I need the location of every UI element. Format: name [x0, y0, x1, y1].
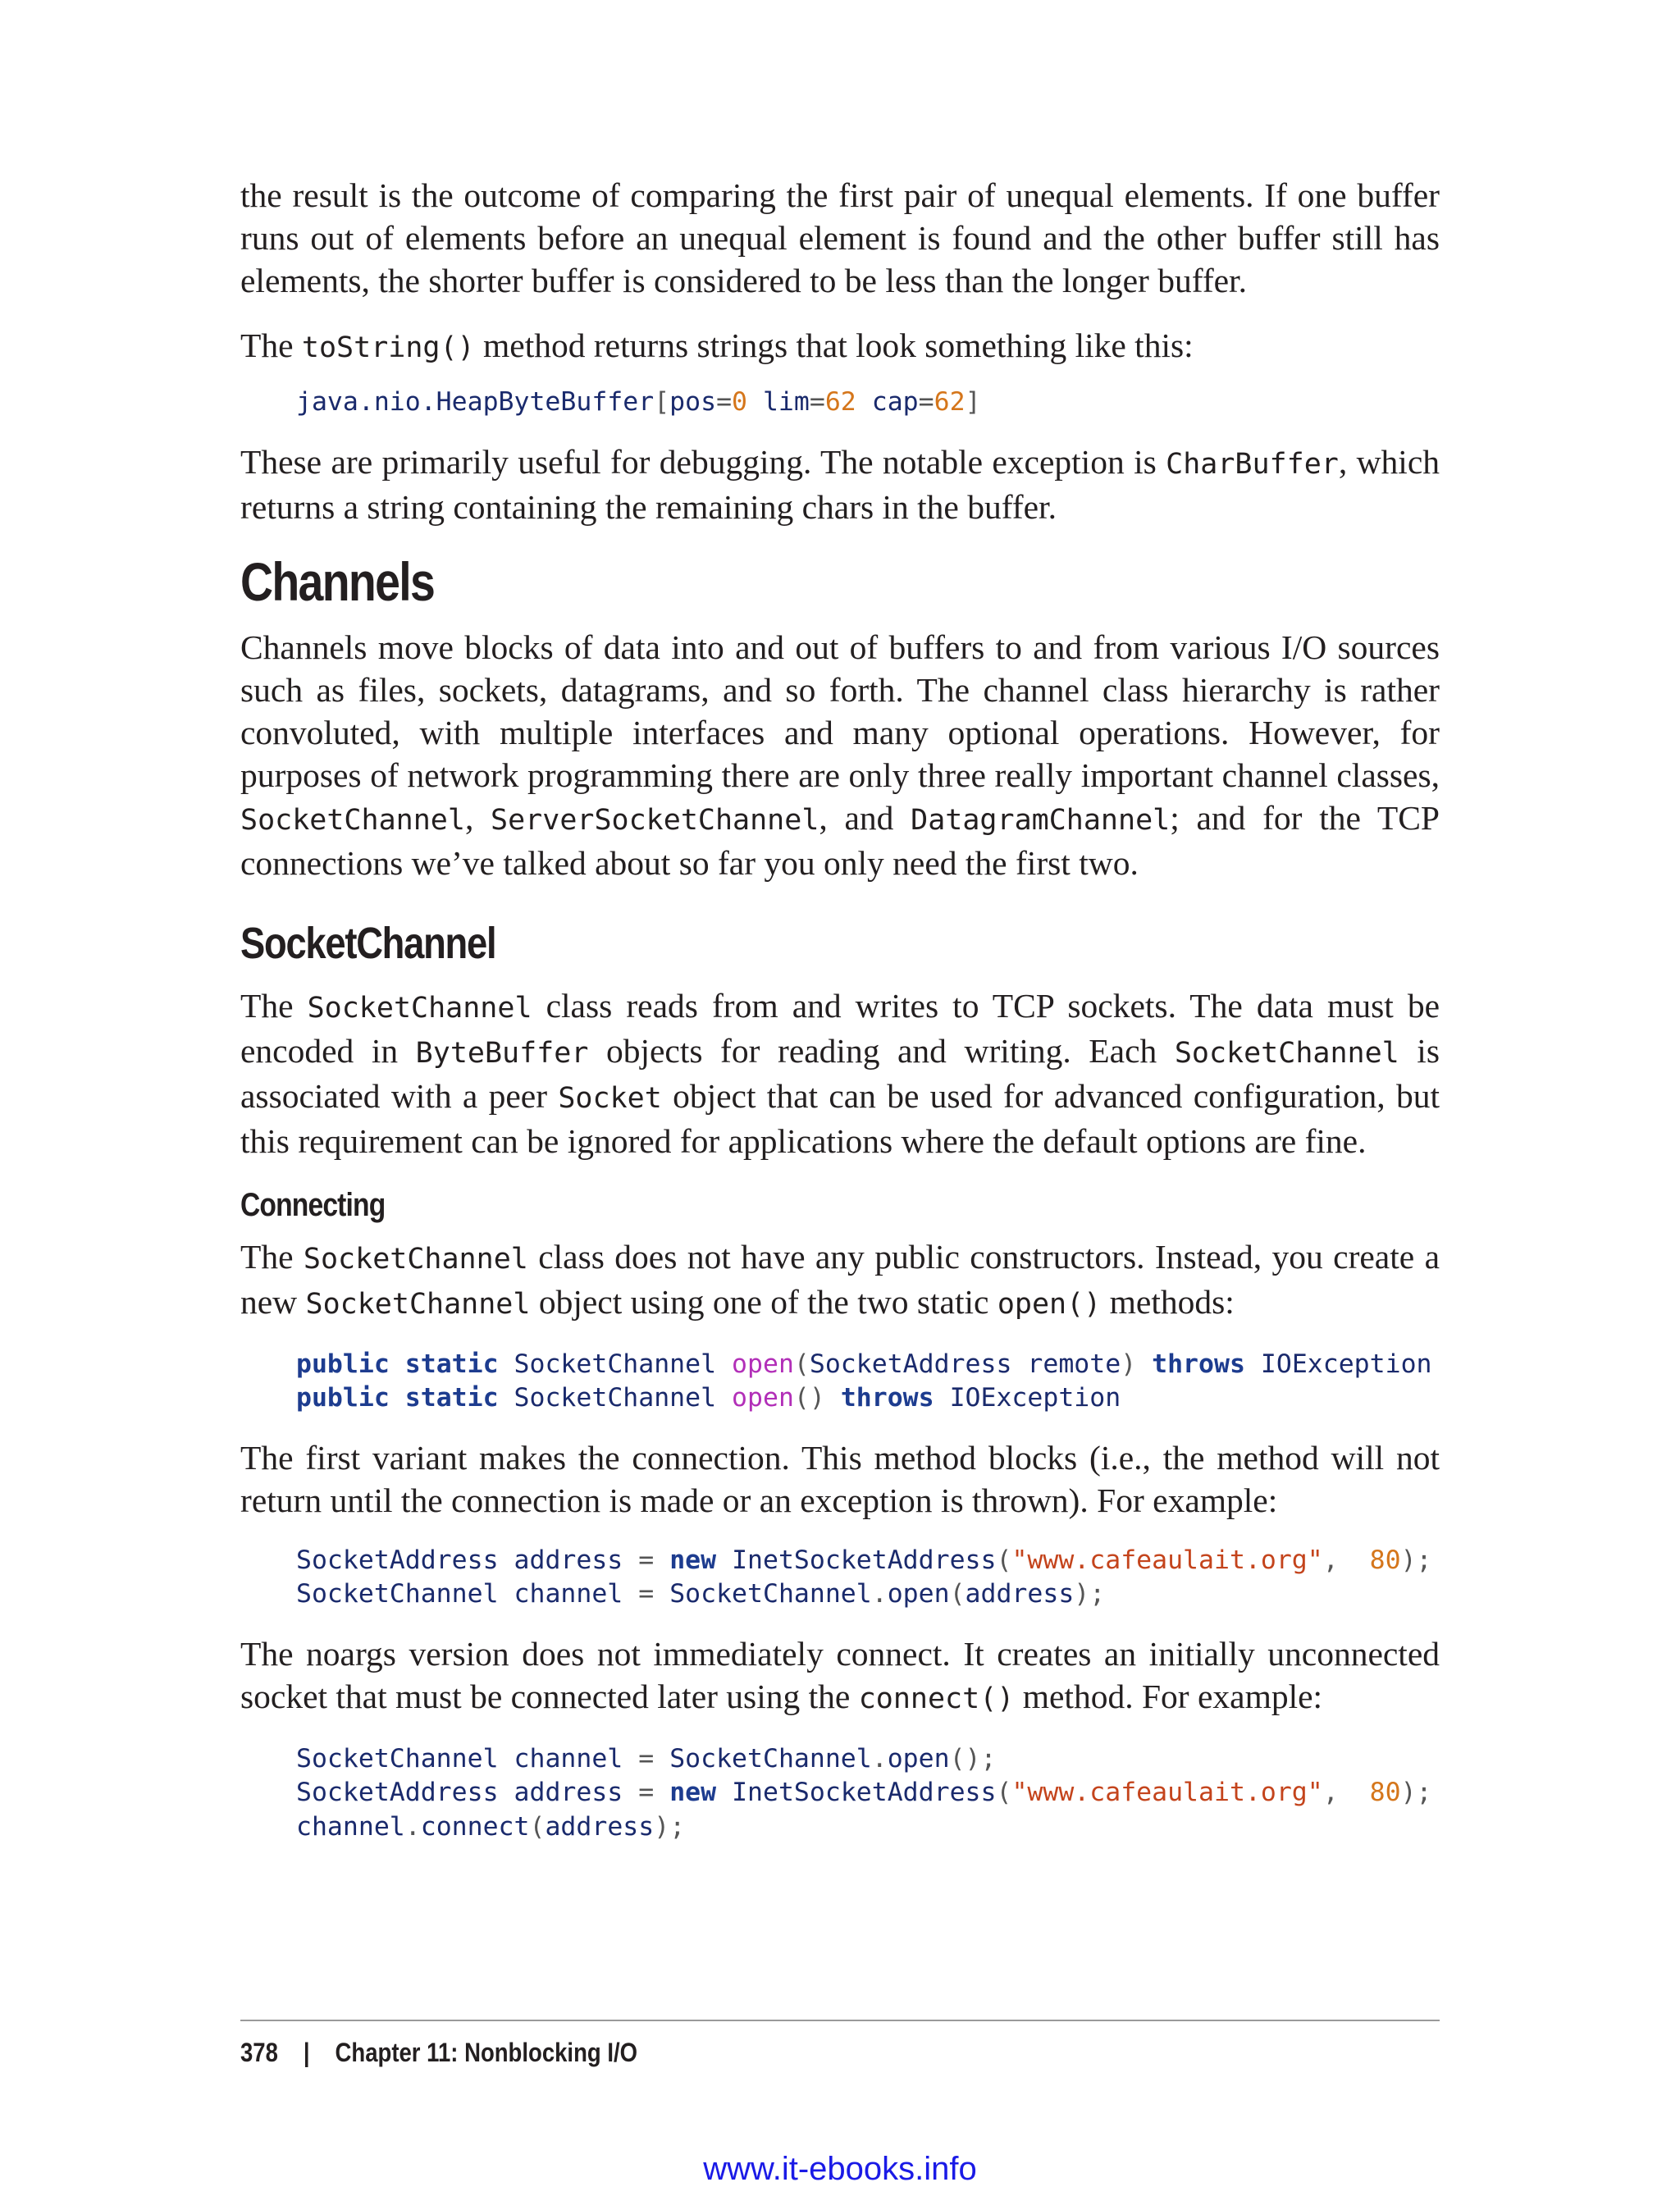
code-token: SocketAddress — [296, 1545, 499, 1575]
watermark-link[interactable]: www.it-ebooks.info — [703, 2151, 977, 2187]
code-token: connect — [420, 1811, 530, 1842]
inline-code: ByteBuffer — [415, 1036, 589, 1070]
code-token: cap — [871, 387, 919, 417]
code-token: = — [918, 387, 934, 417]
text: methods: — [1101, 1282, 1235, 1321]
code-token: SocketChannel — [669, 1579, 872, 1609]
inline-code: Socket — [558, 1081, 662, 1115]
code-token: address — [545, 1811, 655, 1842]
text: , which returns a string containing the remaining chars in the buffer. — [240, 442, 1440, 526]
code-token: = — [638, 1743, 655, 1774]
code-token: ] — [965, 387, 981, 417]
code-token: . — [871, 1743, 888, 1774]
subsection-heading: SocketChannel — [240, 918, 496, 968]
minor-heading: Connecting — [240, 1186, 386, 1223]
text: ; and for the TCP connections we’ve talked about so far you only need the first two. — [240, 798, 1440, 882]
code-token: new — [669, 1778, 717, 1807]
code-token: lim — [762, 387, 810, 417]
chapter-title: Chapter 11: Nonblocking I/O — [335, 2038, 638, 2067]
code-token: open — [732, 1349, 794, 1379]
code-token: ( — [996, 1545, 1012, 1575]
text: is associated with a peer — [240, 1031, 1440, 1115]
code-token: = — [638, 1778, 655, 1807]
text: objects for reading and writing. Each — [588, 1031, 1175, 1070]
code-block — [296, 1544, 1440, 1612]
code-block — [296, 386, 1440, 420]
code-token: = — [809, 387, 825, 417]
text: , — [464, 798, 491, 837]
inline-code: open() — [997, 1287, 1102, 1321]
inline-code: toString() — [301, 331, 475, 364]
text: The — [240, 986, 308, 1025]
text: The noargs version does not immediately connect. It creates an initially unconnected socket that must be connected later using the — [240, 1634, 1440, 1715]
code-token: ); — [1074, 1579, 1106, 1609]
code-token: "www.cafeaulait.org" — [1011, 1778, 1323, 1807]
code-token: = — [638, 1545, 655, 1575]
code-block — [296, 1348, 1440, 1416]
code-token: SocketChannel — [514, 1383, 717, 1413]
section-heading: Channels — [240, 550, 435, 612]
code-token: remote — [1027, 1349, 1121, 1379]
code-token: address — [965, 1579, 1075, 1609]
code-token: new — [669, 1545, 717, 1575]
code-token: static — [404, 1383, 499, 1413]
page-number: 378 — [240, 2038, 278, 2067]
code-token: () — [793, 1383, 825, 1413]
code-token: IOException — [949, 1383, 1121, 1413]
paragraph: the result is the outcome of comparing the first pair of unequal elements. If one buffer runs out of elements before an unequal element is found and the other buffer still has elements, the shorter buffer is considered to be less than the longer buffer. — [240, 176, 1440, 299]
code-token: 0 — [732, 387, 747, 417]
paragraph — [240, 324, 1440, 369]
code-token: SocketChannel — [669, 1743, 872, 1774]
code-token: IOException — [1260, 1349, 1432, 1379]
code-block — [296, 1742, 1440, 1845]
paragraph — [240, 441, 1440, 528]
paragraph — [240, 1632, 1440, 1720]
inline-code: SocketChannel — [240, 803, 465, 837]
code-token: 80 — [1369, 1545, 1401, 1575]
page-content — [240, 174, 1440, 1865]
code-token: SocketChannel — [296, 1743, 499, 1774]
inline-code: SocketChannel — [305, 1287, 531, 1321]
code-token: channel — [296, 1811, 405, 1842]
code-token: throws — [1152, 1349, 1245, 1379]
code-token: = — [716, 387, 733, 417]
inline-code: SocketChannel — [1174, 1036, 1399, 1070]
code-token: channel — [514, 1743, 623, 1774]
paragraph — [240, 1235, 1440, 1326]
text: Channels move blocks of data into and out of buffers to and from various I/O sources such as files, sockets, datagrams, and so forth. The channel class hierarchy is rather convoluted, with multiple interfaces and many optional operations. However, for purposes of network programming there are only three really important channel classes, — [240, 628, 1440, 794]
paragraph: The first variant makes the connection. This method blocks (i.e., the method will not return until the connection is made or an exception is thrown). For example: — [240, 1438, 1440, 1519]
code-token: ( — [793, 1349, 810, 1379]
text: object using one of the two static — [530, 1282, 998, 1321]
code-token: channel — [514, 1579, 623, 1609]
code-token: 62 — [824, 387, 856, 417]
text: object that can be used for advanced configuration, but this requirement can be ignored for applications where the default options are fine. — [240, 1076, 1440, 1160]
code-token: ); — [654, 1811, 686, 1842]
code-token: . — [871, 1579, 888, 1609]
code-token: static — [404, 1349, 499, 1379]
text: The — [240, 326, 302, 364]
text: , and — [819, 798, 911, 837]
text: class reads from and writes to TCP sockets. The data must be encoded in — [240, 986, 1440, 1070]
code-token: = — [638, 1579, 655, 1609]
code-token: java.nio.HeapByteBuffer — [296, 387, 655, 417]
inline-code: SocketChannel — [307, 991, 532, 1025]
code-token: SocketChannel — [296, 1579, 499, 1609]
code-token: ( — [996, 1778, 1012, 1807]
inline-code: CharBuffer — [1166, 447, 1339, 481]
code-token: (); — [949, 1743, 997, 1774]
code-token: SocketAddress — [296, 1778, 499, 1807]
code-token: open — [887, 1743, 950, 1774]
code-token: address — [514, 1778, 623, 1807]
code-token: , — [1322, 1778, 1339, 1807]
code-token: open — [732, 1383, 794, 1413]
code-token: address — [514, 1545, 623, 1575]
code-token: , — [1322, 1545, 1339, 1575]
text: These are primarily useful for debugging. The notable exception is — [240, 442, 1166, 481]
code-token: public — [296, 1349, 390, 1379]
text: method returns strings that look something like this: — [474, 326, 1194, 364]
code-token: ( — [529, 1811, 546, 1842]
paragraph — [240, 984, 1440, 1162]
code-token: 80 — [1369, 1778, 1401, 1807]
code-token: ) — [1121, 1349, 1137, 1379]
code-token: public — [296, 1383, 390, 1413]
inline-code: ServerSocketChannel — [491, 803, 819, 837]
code-token: pos — [669, 387, 717, 417]
paragraph — [240, 626, 1440, 884]
code-token: ); — [1400, 1545, 1432, 1575]
footer-separator: | — [303, 2038, 310, 2067]
text: method. For example: — [1014, 1677, 1323, 1715]
inline-code: connect() — [858, 1682, 1015, 1715]
code-token: throws — [840, 1383, 934, 1413]
text: The — [240, 1237, 304, 1276]
footer-line — [240, 2038, 1271, 2068]
code-token: SocketAddress — [809, 1349, 1012, 1379]
code-token: open — [887, 1579, 950, 1609]
code-token: InetSocketAddress — [732, 1778, 997, 1807]
code-token: ); — [1400, 1778, 1432, 1807]
code-token: 62 — [934, 387, 966, 417]
text: class does not have any public constructors. Instead, you create a new — [240, 1237, 1440, 1321]
code-token: "www.cafeaulait.org" — [1011, 1545, 1323, 1575]
code-token: ( — [949, 1579, 966, 1609]
code-token: InetSocketAddress — [732, 1545, 997, 1575]
inline-code: SocketChannel — [303, 1242, 528, 1276]
code-token: . — [404, 1811, 421, 1842]
page-footer — [240, 2020, 1440, 2068]
code-token: SocketChannel — [514, 1349, 717, 1379]
code-token: [ — [654, 387, 670, 417]
inline-code: DatagramChannel — [911, 803, 1171, 837]
footer-rule — [240, 2020, 1440, 2021]
